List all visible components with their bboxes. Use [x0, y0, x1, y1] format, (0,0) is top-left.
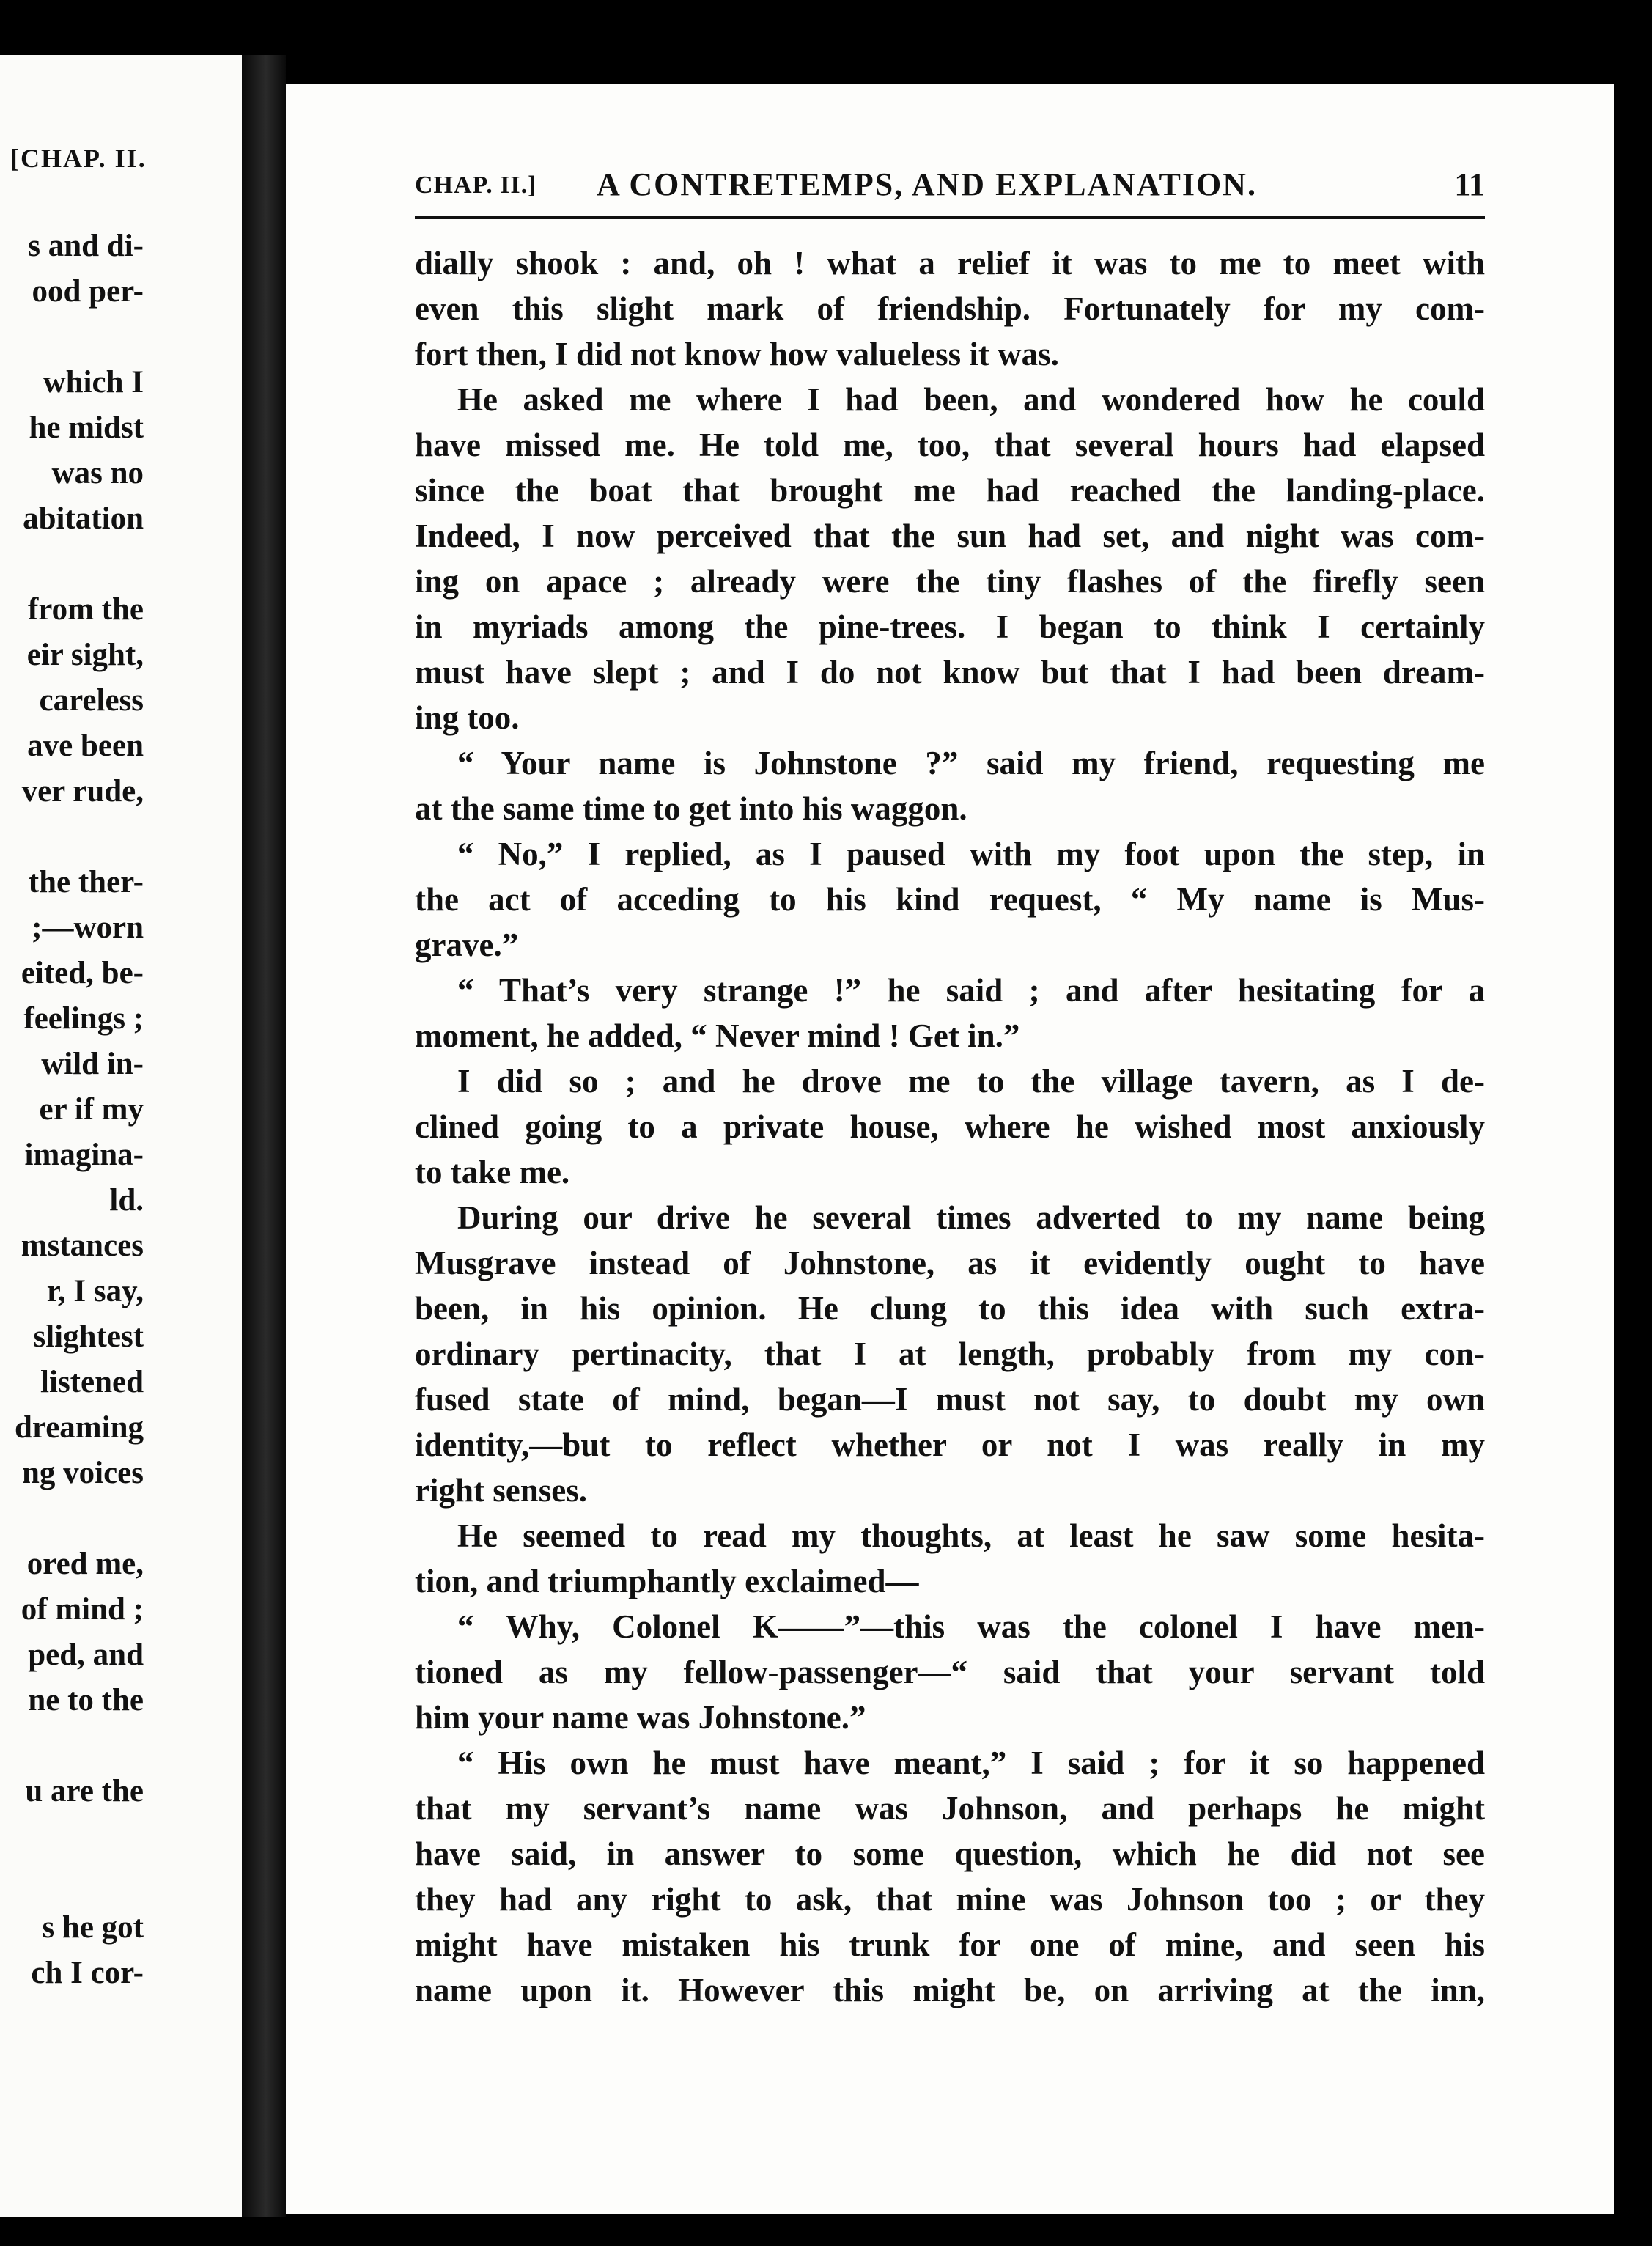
chapter-label: CHAP. II.] [415, 172, 537, 199]
left-page-line: s he got [42, 1910, 144, 1945]
text-line: have missed me. He told me, too, that several hours had elapsed [415, 427, 1485, 463]
text-line: identity,—but to reflect whether or not I was really in my [415, 1426, 1485, 1463]
text-line: fused state of mind, began—I must not say, to doubt my own [415, 1381, 1485, 1418]
text-line: During our drive he several times adverted to my name being [457, 1199, 1485, 1236]
left-page-line: careless [39, 683, 144, 718]
left-page-text [0, 224, 144, 1996]
text-line: grave.” [415, 927, 519, 963]
left-page-line: r, I say, [46, 1274, 144, 1308]
text-line: ing on apace ; already were the tiny flashes of the firefly seen [415, 563, 1485, 600]
left-page-line: listened [40, 1365, 144, 1399]
text-line: He asked me where I had been, and wondered how he could [457, 381, 1485, 418]
right-page [286, 84, 1614, 2214]
left-page-line: eir sight, [26, 638, 144, 672]
left-page-line: er if my [39, 1092, 144, 1127]
left-page-line: from the [27, 592, 144, 627]
text-line: “ His own he must have meant,” I said ; for it so happened [457, 1745, 1485, 1781]
text-line: the act of acceding to his kind request, “ My name is Mus- [415, 881, 1485, 918]
left-page-line [0, 1723, 144, 1769]
left-page-line: eited, be- [21, 956, 144, 990]
text-line: “ No,” I replied, as I paused with my foot upon the step, in [457, 836, 1485, 872]
left-page-line: ng voices [21, 1456, 144, 1490]
text-line: dially shook : and, oh ! what a relief it was to me to meet with [415, 245, 1485, 281]
left-page-line: ored me, [26, 1547, 144, 1581]
text-line: at the same time to get into his waggon. [415, 790, 967, 827]
left-page-line: wild in- [41, 1047, 144, 1081]
left-page-line: abitation [23, 501, 144, 536]
left-page-line [0, 314, 144, 360]
left-page-line: the ther- [28, 865, 144, 899]
left-page-line: s and di- [28, 229, 144, 263]
text-line: even this slight mark of friendship. Fortunately for my com- [415, 290, 1485, 327]
left-page-line: ch I cor- [31, 1956, 144, 1990]
left-page-line: dreaming [15, 1410, 144, 1445]
text-line: that my servant’s name was Johnson, and perhaps he might [415, 1790, 1485, 1827]
text-line: clined going to a private house, where he wished most anxiously [415, 1108, 1485, 1145]
left-page-line: ;—worn [32, 910, 144, 945]
left-page-line [0, 1860, 144, 1905]
text-line: been, in his opinion. He clung to this idea with such extra- [415, 1290, 1485, 1327]
left-page [0, 55, 242, 2217]
left-page-line: ne to the [28, 1683, 144, 1717]
text-line: since the boat that brought me had reached the landing-place. [415, 472, 1485, 509]
left-page-line: of mind ; [21, 1592, 144, 1627]
text-line: they had any right to ask, that mine was Johnson too ; or they [415, 1881, 1485, 1918]
left-page-line: he midst [29, 410, 144, 445]
text-line: Indeed, I now perceived that the sun had set, and night was com- [415, 518, 1485, 554]
text-line: might have mistaken his trunk for one of mine, and seen his [415, 1926, 1485, 1963]
text-line: “ That’s very strange !” he said ; and after hesitating for a [457, 972, 1485, 1009]
text-line: him your name was Johnstone.” [415, 1699, 866, 1736]
header-rule [415, 216, 1485, 219]
left-page-line: ood per- [32, 274, 144, 309]
left-page-line: feelings ; [23, 1001, 144, 1036]
text-line: tioned as my fellow-passenger—“ said that your servant told [415, 1654, 1485, 1690]
text-line: Musgrave instead of Johnstone, as it evidently ought to have [415, 1245, 1485, 1281]
left-page-line: imagina- [24, 1138, 144, 1172]
text-line: fort then, I did not know how valueless it was. [415, 336, 1059, 372]
chapter-title: A CONTRETEMPS, AND EXPLANATION. [597, 166, 1257, 202]
text-line: tion, and triumphantly exclaimed— [415, 1563, 919, 1599]
left-page-line: u are the [25, 1774, 144, 1808]
left-page-line [0, 542, 144, 587]
text-line: right senses. [415, 1472, 587, 1509]
text-line: to take me. [415, 1154, 570, 1190]
left-page-line: ped, and [28, 1638, 144, 1672]
text-line: must have slept ; and I do not know but that I had been dream- [415, 654, 1485, 691]
text-line: name upon it. However this might be, on arriving at the inn, [415, 1972, 1485, 2008]
body-text [415, 240, 1485, 2013]
left-page-line: slightest [33, 1319, 144, 1354]
text-line: in myriads among the pine-trees. I began to think I certainly [415, 608, 1485, 645]
left-page-line: ver rude, [21, 774, 144, 809]
left-page-line: ld. [109, 1183, 144, 1218]
page-number: 11 [1454, 166, 1485, 202]
left-page-line [0, 814, 144, 860]
left-running-head: [CHAP. II. [10, 144, 147, 173]
book-gutter [242, 55, 286, 2217]
text-line: “ Your name is Johnstone ?” said my friend, requesting me [457, 745, 1485, 781]
left-page-line: ave been [27, 729, 144, 763]
left-page-line [0, 1814, 144, 1860]
text-line: He seemed to read my thoughts, at least he saw some hesita- [457, 1517, 1485, 1554]
left-page-line: was no [51, 456, 144, 490]
text-line: “ Why, Colonel K——”—this was the colonel I have men- [457, 1608, 1485, 1645]
text-line: I did so ; and he drove me to the village tavern, as I de- [457, 1063, 1485, 1100]
text-line: moment, he added, “ Never mind ! Get in.” [415, 1017, 1020, 1054]
left-page-line [0, 1496, 144, 1542]
text-line: ing too. [415, 699, 520, 736]
left-page-line: which I [43, 365, 144, 400]
left-page-line: mstances [21, 1229, 144, 1263]
text-line: ordinary pertinacity, that I at length, probably from my con- [415, 1336, 1485, 1372]
text-line: have said, in answer to some question, which he did not see [415, 1836, 1485, 1872]
running-head [415, 166, 1485, 210]
